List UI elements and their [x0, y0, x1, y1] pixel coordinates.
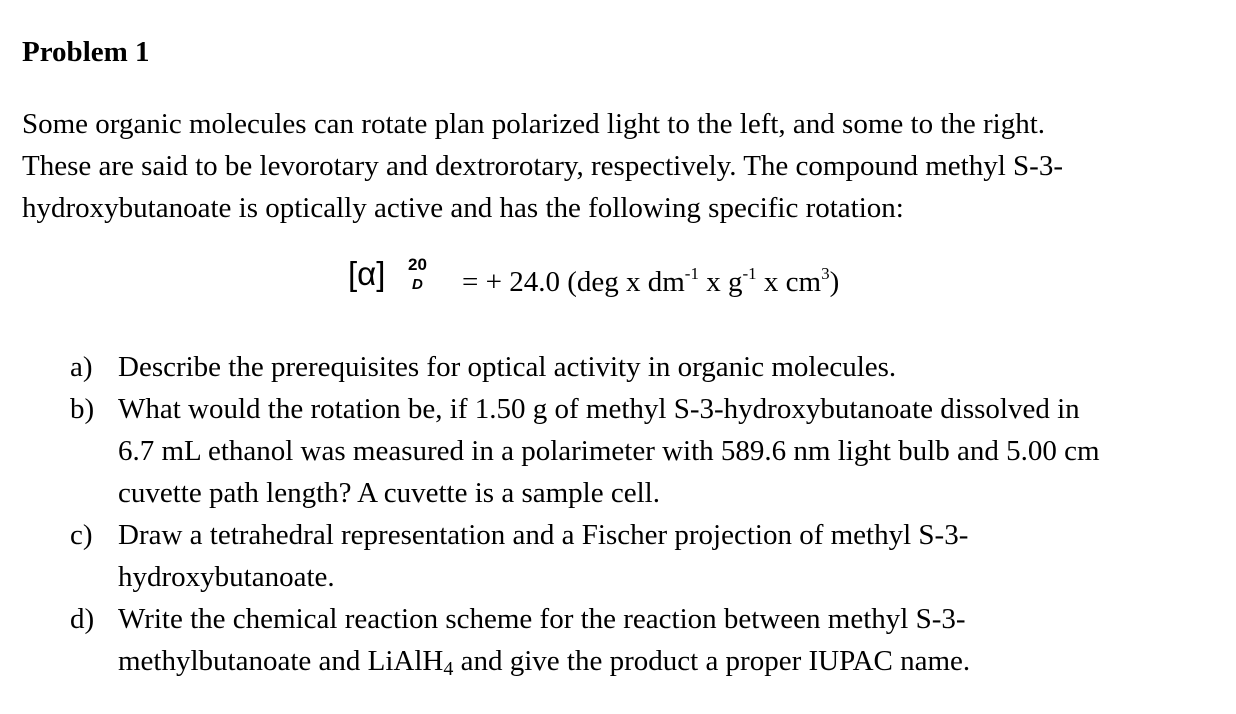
- reagent-formula: LiAlH: [367, 645, 444, 677]
- rotation-value: [462, 264, 839, 300]
- intro-line: hydroxybutanoate is optically active and has the following specific rotation:: [22, 192, 904, 224]
- alpha-symbol: [α]: [348, 255, 386, 292]
- g-exponent: -1: [742, 264, 757, 283]
- closing-paren: ): [829, 266, 840, 298]
- gram-unit: x g: [698, 266, 743, 298]
- problem-title: Problem 1: [22, 36, 150, 68]
- question-letter: d): [70, 603, 95, 635]
- reagent-subscript: 4: [443, 658, 454, 680]
- temperature-superscript: 20: [408, 255, 427, 274]
- question-letter: a): [70, 351, 93, 383]
- cm-exponent: 3: [821, 264, 830, 283]
- specific-rotation-formula: [348, 254, 1048, 314]
- question-letter: c): [70, 519, 93, 551]
- cm-unit: x cm: [756, 266, 822, 298]
- question-b: [70, 388, 1230, 514]
- question-list: [70, 346, 1230, 682]
- rotation-value-text: = + 24.0 (deg x dm: [462, 266, 685, 298]
- intro-line: Some organic molecules can rotate plan polarized light to the left, and some to the right.: [22, 108, 1046, 140]
- question-c: [70, 514, 1230, 598]
- question-line: Draw a tetrahedral representation and a Fischer projection of methyl S-3-: [118, 519, 969, 551]
- question-line: cuvette path length? A cuvette is a sample cell.: [118, 477, 660, 509]
- question-text: and give the product a proper IUPAC name.: [453, 645, 971, 677]
- question-line: [118, 640, 1230, 682]
- intro-paragraph: [22, 103, 1222, 229]
- question-letter: b): [70, 393, 95, 425]
- question-line: 6.7 mL ethanol was measured in a polarimeter with 589.6 nm light bulb and 5.00 cm: [118, 435, 1100, 467]
- question-line: hydroxybutanoate.: [118, 561, 335, 593]
- question-text: methylbutanoate and: [118, 645, 368, 677]
- wavelength-subscript: D: [412, 276, 423, 293]
- question-line: Write the chemical reaction scheme for the reaction between methyl S-3-: [118, 603, 966, 635]
- question-line: Describe the prerequisites for optical activity in organic molecules.: [118, 351, 897, 383]
- question-a: [70, 346, 1230, 388]
- question-line: What would the rotation be, if 1.50 g of methyl S-3-hydroxybutanoate dissolved in: [118, 393, 1080, 425]
- dm-exponent: -1: [684, 264, 699, 283]
- question-d: [70, 598, 1230, 682]
- intro-line: These are said to be levorotary and dextrorotary, respectively. The compound methyl S-3-: [22, 150, 1063, 182]
